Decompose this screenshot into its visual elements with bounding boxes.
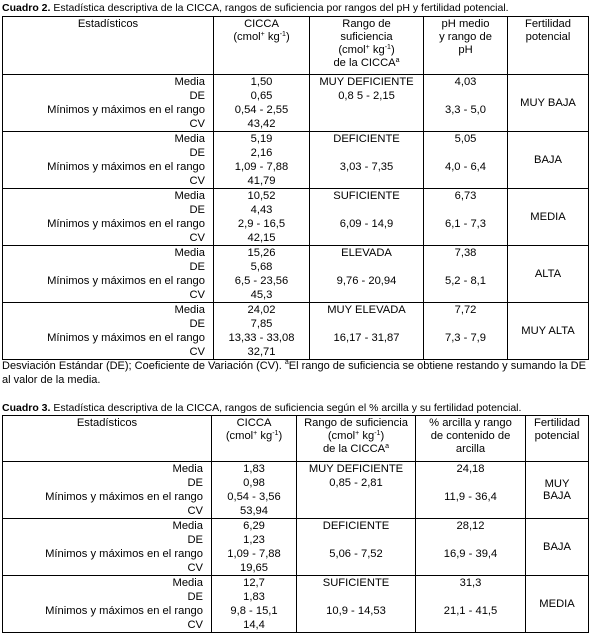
cicca-cell-line: 0,54 - 3,56 [227, 491, 281, 503]
cicca-cell-line: 15,26 [247, 247, 276, 259]
stats-cell-line: DE [187, 534, 203, 546]
cicca-cell-line: 24,02 [247, 304, 276, 316]
table2-header-fertility: Fertilidad potencial [508, 17, 589, 75]
table-row [3, 189, 589, 246]
fertility-label: BAJA [543, 541, 571, 553]
cicca-cell-line: 0,54 - 2,55 [234, 104, 289, 116]
clay-cell-line [416, 476, 525, 490]
stats-cell-line: Mínimos y máximos en el rango [45, 605, 203, 617]
fertility-cell [526, 576, 589, 633]
ph-cell [424, 303, 508, 360]
ph-cell-line: 6,73 [454, 190, 477, 202]
ph-cell [424, 189, 508, 246]
cicca-cell-line: 0,98 [243, 477, 265, 489]
table3-caption-text: Estadística descriptiva de la CICCA, rangos de suficiencia según el % arcilla y su fertilidad potencial. [50, 402, 522, 414]
clay-cell-line: 21,1 - 41,5 [443, 605, 498, 617]
table-row [3, 246, 589, 303]
cicca-cell [212, 462, 297, 519]
stats-cell [3, 132, 214, 189]
fertility-label: BAJA [534, 154, 562, 166]
ph-cell-line: 7,38 [454, 247, 477, 259]
range-cell-line: 6,09 - 14,9 [339, 218, 394, 230]
stats-cell [3, 519, 212, 576]
clay-cell-line [416, 590, 525, 604]
table-row [3, 303, 589, 360]
table2-footnote: Desviación Estándar (DE); Coeficiente de Variación (CV). $^a$El rango de suficiencia se obtiene restando y sumando la DE al valor de la media. [2, 359, 586, 386]
table-row [3, 75, 589, 132]
table-row [3, 462, 589, 519]
stats-cell-line: DE [187, 591, 203, 603]
clay-cell [416, 519, 526, 576]
stats-cell-line: CV [189, 175, 205, 187]
stats-cell-line: Media [174, 76, 205, 88]
cicca-cell [214, 246, 310, 303]
table3-header-range: Rango de suficiencia (cmol+ $kg^{-1}$) de la CICCA$^a$ [297, 416, 416, 462]
table2-caption-label: Cuadro 2. [2, 2, 51, 14]
stats-cell [3, 576, 212, 633]
ph-cell [424, 75, 508, 132]
stats-cell-line: CV [187, 562, 203, 574]
cicca-cell-line: 6,5 - 23,56 [234, 275, 289, 287]
ph-cell-line [424, 317, 507, 331]
stats-cell-line: Mínimos y máximos en el rango [47, 275, 205, 287]
range-cell-line [310, 146, 423, 160]
cicca-cell-line: 6,29 [243, 520, 265, 532]
stats-cell-line: CV [189, 289, 205, 301]
stats-cell-line: Mínimos y máximos en el rango [47, 332, 205, 344]
clay-cell [416, 462, 526, 519]
range-cell [310, 189, 424, 246]
fertility-cell [508, 189, 589, 246]
stats-cell [3, 75, 214, 132]
cicca-cell-line: 12,7 [243, 577, 265, 589]
table3-header-fertility: Fertilidad potencial [526, 416, 589, 462]
cicca-cell-line: 41,79 [247, 175, 276, 187]
range-cell-line [310, 203, 423, 217]
stats-cell-line: Mínimos y máximos en el rango [47, 161, 205, 173]
cicca-cell-line: 1,83 [243, 463, 265, 475]
stats-cell-line: Media [172, 463, 203, 475]
cicca-cell [214, 303, 310, 360]
cicca-cell-line: 19,65 [240, 562, 268, 574]
table2-header-stats: Estadísticos [3, 17, 214, 75]
table3-header-cicca: CICCA (cmol+ $kg^{-1}$) [212, 416, 297, 462]
table2-header-row [3, 17, 589, 75]
ph-cell-line: 4,03 [454, 76, 477, 88]
stats-cell-line: Mínimos y máximos en el rango [47, 104, 205, 116]
fertility-label: MUY ALTA [521, 325, 575, 337]
stats-cell-line: DE [189, 90, 205, 102]
stats-cell-line: Mínimos y máximos en el rango [47, 218, 205, 230]
cicca-cell-line: 9,8 - 15,1 [230, 605, 278, 617]
range-cell [297, 462, 416, 519]
stats-cell-line: Mínimos y máximos en el rango [45, 491, 203, 503]
fertility-label: MUY BAJA [520, 97, 576, 109]
range-cell-line: 10,9 - 14,53 [326, 605, 386, 617]
stats-cell-line: Mínimos y máximos en el rango [45, 548, 203, 560]
cicca-cell-line: 1,09 - 7,88 [227, 548, 281, 560]
range-cell-line [310, 260, 423, 274]
ph-cell-line [424, 89, 507, 103]
stats-cell-line: Media [172, 520, 203, 532]
ph-cell-line: 6,1 - 7,3 [444, 218, 487, 230]
ph-cell-line: 3,3 - 5,0 [444, 104, 487, 116]
table2-caption-text: Estadística descriptiva de la CICCA, rangos de suficiencia por rangos del pH y fertilidad potencial. [50, 2, 509, 14]
ph-cell-line: 4,0 - 6,4 [444, 161, 487, 173]
range-cell-line: ELEVADA [341, 247, 392, 259]
cicca-cell [214, 75, 310, 132]
stats-cell-line: Media [174, 133, 205, 145]
range-cell-line: MUY DEFICIENTE [319, 76, 414, 88]
stats-cell [3, 303, 214, 360]
table3-header-row [3, 416, 589, 462]
range-cell-line: SUFICIENTE [322, 577, 390, 589]
range-cell-line: MUY ELEVADA [327, 304, 406, 316]
stats-cell [3, 189, 214, 246]
stats-cell-line: DE [189, 318, 205, 330]
range-cell [310, 303, 424, 360]
cicca-cell-line: 1,09 - 7,88 [234, 161, 289, 173]
cicca-cell-line: 4,43 [250, 204, 273, 216]
table3-caption [2, 402, 521, 414]
cicca-cell-line: 5,68 [250, 261, 273, 273]
clay-cell-line: 24,18 [456, 463, 485, 475]
table2-caption [2, 2, 509, 14]
stats-cell-line: CV [189, 118, 205, 130]
table3-header-stats: Estadísticos [3, 416, 212, 462]
stats-cell-line: CV [187, 505, 203, 517]
ph-cell-line: 5,05 [454, 133, 477, 145]
fertility-label: BAJA [543, 490, 571, 502]
cicca-cell [212, 576, 297, 633]
clay-cell-line: 28,12 [456, 520, 485, 532]
stats-cell [3, 462, 212, 519]
fertility-label: ALTA [534, 268, 562, 280]
table-row [3, 576, 589, 633]
table3-header-clay: % arcilla y rango de contenido de arcilla [416, 416, 526, 462]
range-cell-line [297, 590, 415, 604]
stats-cell-line: DE [189, 204, 205, 216]
table2-header-cicca: CICCA (cmol+ $kg^{-1}$) [214, 17, 310, 75]
cicca-cell-line: 1,83 [243, 591, 265, 603]
clay-cell-line: 11,9 - 36,4 [444, 491, 497, 503]
range-cell-line: DEFICIENTE [333, 133, 400, 145]
ph-cell-line [424, 260, 507, 274]
ph-cell-line [424, 146, 507, 160]
range-cell [310, 132, 424, 189]
stats-cell-line: Media [174, 190, 205, 202]
cicca-cell-line: 43,42 [247, 118, 276, 130]
fertility-cell [508, 303, 589, 360]
fertility-cell [526, 519, 589, 576]
stats-cell-line: Media [172, 577, 203, 589]
table3-caption-label: Cuadro 3. [2, 402, 51, 414]
cicca-cell-line: 2,9 - 16,5 [237, 218, 286, 230]
ph-cell [424, 246, 508, 303]
range-cell-line: 5,06 - 7,52 [329, 548, 383, 560]
stats-cell-line: Media [174, 247, 205, 259]
cicca-cell-line: 45,3 [250, 289, 273, 301]
range-cell-line: 3,03 - 7,35 [339, 161, 394, 173]
fertility-cell [526, 462, 589, 519]
clay-cell-line: 16,9 - 39,4 [443, 548, 498, 560]
range-cell-line: 16,17 - 31,87 [333, 332, 400, 344]
stats-cell-line: DE [187, 477, 203, 489]
range-cell-line: 0,85 - 2,81 [329, 477, 383, 489]
table-row [3, 519, 589, 576]
range-cell-line: DEFICIENTE [322, 520, 390, 532]
cicca-cell-line: 2,16 [250, 147, 273, 159]
cicca-cell-line: 14,4 [243, 619, 265, 631]
stats-cell-line: CV [187, 619, 203, 631]
clay-cell [416, 576, 526, 633]
table2 [2, 16, 589, 360]
range-cell-line [310, 317, 423, 331]
range-cell [297, 576, 416, 633]
fertility-cell [508, 132, 589, 189]
cicca-cell-line: 42,15 [247, 232, 276, 244]
cicca-cell [214, 132, 310, 189]
cicca-cell-line: 32,71 [247, 346, 276, 358]
cicca-cell [212, 519, 297, 576]
fertility-label: MUY [544, 478, 570, 490]
cicca-cell-line: 1,23 [243, 534, 265, 546]
table-row [3, 132, 589, 189]
fertility-label: MEDIA [530, 211, 566, 223]
stats-cell-line: CV [189, 232, 205, 244]
ph-cell-line: 5,2 - 8,1 [444, 275, 487, 287]
range-cell [310, 246, 424, 303]
stats-cell [3, 246, 214, 303]
range-cell-line: MUY DEFICIENTE [308, 463, 404, 475]
stats-cell-line: CV [189, 346, 205, 358]
stats-cell-line: DE [189, 261, 205, 273]
ph-cell-line: 7,3 - 7,9 [444, 332, 487, 344]
stats-cell-line: DE [189, 147, 205, 159]
fertility-cell [508, 246, 589, 303]
cicca-cell-line: 10,52 [247, 190, 276, 202]
cicca-cell [214, 189, 310, 246]
table2-header-range: Rango de suficiencia (cmol+ $kg^{-1}$) de la CICCA$^a$ [310, 17, 424, 75]
cicca-cell-line: 53,94 [240, 505, 268, 517]
clay-cell-line [416, 533, 525, 547]
range-cell-line: 0,8 5 - 2,15 [338, 90, 395, 102]
ph-cell-line [424, 203, 507, 217]
fertility-label: MEDIA [539, 598, 575, 610]
stats-cell-line: Media [174, 304, 205, 316]
cicca-cell-line: 13,33 - 33,08 [228, 332, 295, 344]
ph-cell-line: 7,72 [454, 304, 477, 316]
clay-cell-line: 31,3 [459, 577, 482, 589]
range-cell [297, 519, 416, 576]
ph-cell [424, 132, 508, 189]
table2-header-ph: pH medio y rango de pH [424, 17, 508, 75]
range-cell-line [297, 533, 415, 547]
range-cell-line: SUFICIENTE [333, 190, 400, 202]
table3 [2, 415, 589, 633]
fertility-cell [508, 75, 589, 132]
cicca-cell-line: 5,19 [250, 133, 273, 145]
range-cell [310, 75, 424, 132]
cicca-cell-line: 1,50 [250, 76, 273, 88]
range-cell-line: 9,76 - 20,94 [336, 275, 397, 287]
cicca-cell-line: 0,65 [250, 90, 273, 102]
cicca-cell-line: 7,85 [250, 318, 273, 330]
